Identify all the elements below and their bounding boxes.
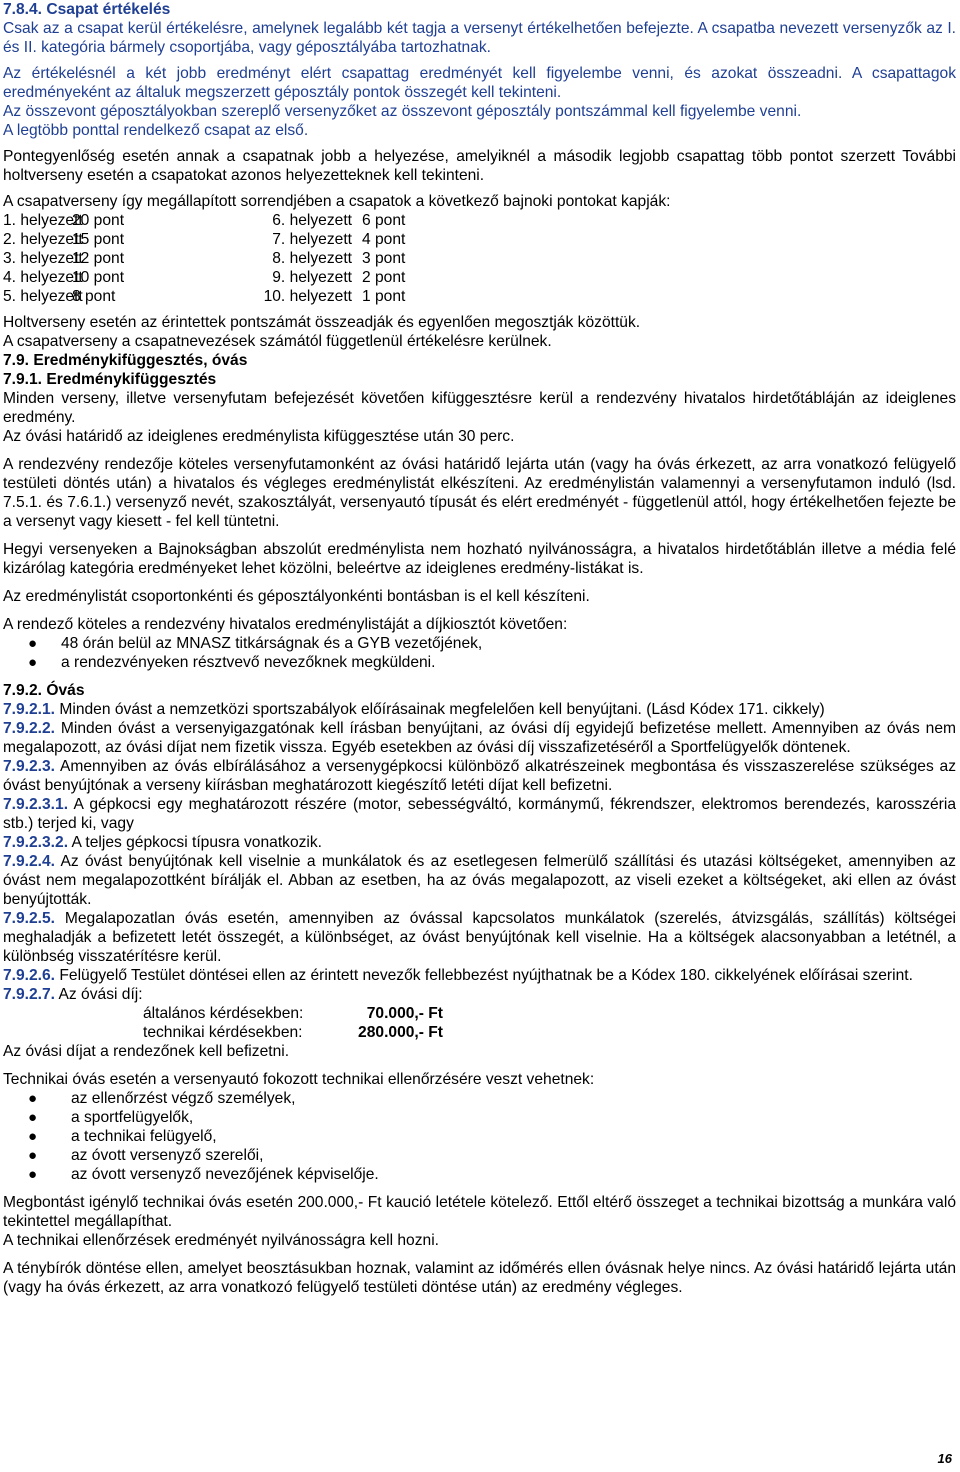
paragraph: A csapatverseny így megállapított sorrendjében a csapatok a következő bajnoki pontokat kapják: — [3, 193, 671, 210]
points-value: 12 pont — [72, 250, 125, 267]
points-rank: 1. helyezett — [3, 212, 83, 229]
rule-item: 7.9.2.3. Amennyiben az óvás elbírálásához a versenygépkocsi különböző alkatrészeinek megbontása és visszaszerelése szükséges az óvást benyújtónak a verseny kiírásban meghatározott kiegészítő letéti díjat kell befizetni. — [3, 758, 956, 794]
points-value: 20 pont — [72, 212, 125, 229]
rule-item: 7.9.2.4. Az óvást benyújtónak kell viselnie a munkálatok és az esetlegesen felmerülő szállítási és utazási költségeket, amennyiben az óvást nem megalapozottként bírálják el. Abban az esetben, ha az óvás megalapozott, az viseli ezeket a költségeket, aki ellen az óvást benyújtották. — [3, 853, 956, 908]
paragraph: A rendezvény rendezője köteles versenyfutamonként az óvási határidő lejárta után (vagy ha óvás érkezett, az arra vonatkozó felügyelő testületi döntés után) a hivatalos és végleges eredménylistát elkészíteni. Az eredménylistán valamennyi a versenyfutamon induló (lsd. 7.5.1. és 7.6.1.) versenyző nevét, szakosztályát, versenyautó típusát és elért eredményét - függetlenül attól, hogy értékelhetően fejezte be a versenyt vagy kiesett - fel kell tüntetni. — [3, 456, 956, 530]
paragraph: Az óvási díjat a rendezőnek kell befizetni. — [3, 1043, 290, 1060]
paragraph: Az eredménylistát csoportonkénti és géposztályonkénti bontásban is el kell készíteni. — [3, 588, 590, 605]
rule-item: 7.9.2.1. Minden óvást a nemzetközi sportszabályok előírásainak megfelelően kell benyújtani. (Lásd Kódex 171. cikkely) — [3, 701, 825, 718]
rule-item: 7.9.2.2. Minden óvást a versenyigazgatónak kell írásban benyújtani, az óvási díj egyidejű befizetése mellett. Amennyiben az óvás nem megalapozott, az óvási díjat nem fizetik vissza. Egyéb esetekben az óvási díj visszafizetéséről a Sportfelügyelők döntenek. — [3, 720, 956, 756]
list-item: ● a sportfelügyelők, — [28, 1109, 194, 1126]
points-rank: 10. helyezett — [263, 288, 352, 305]
bullet-list — [3, 634, 956, 672]
points-value: 1 pont — [362, 288, 406, 305]
points-rank: 2. helyezett — [3, 231, 83, 248]
points-rank: 8. helyezett — [272, 250, 352, 267]
paragraph: Az értékelésnél a két jobb eredményt elért csapattag eredményét kell figyelembe venni, és azokat összeadni. A csapattagok eredményeként az általuk megszerzett géposztály pontok összegét kell tekinteni. — [3, 65, 956, 101]
points-value: 3 pont — [362, 250, 406, 267]
list-item: ● az óvott versenyző szerelői, — [28, 1147, 264, 1164]
points-rank: 5. helyezett — [3, 288, 83, 305]
rule-item: 7.9.2.7. Az óvási díj: — [3, 986, 143, 1003]
paragraph: A csapatverseny a csapatnevezések számától függetlenül értékelésre kerülnek. — [3, 333, 552, 350]
points-rank: 7. helyezett — [272, 231, 352, 248]
points-value: 10 pont — [72, 269, 125, 286]
paragraph: A rendező köteles a rendezvény hivatalos eredménylistáját a díjkiosztót követően: — [3, 616, 568, 633]
points-rank: 6. helyezett — [272, 212, 352, 229]
bullet-icon: ● — [28, 1090, 38, 1107]
paragraph: A legtöbb ponttal rendelkező csapat az első. — [3, 122, 309, 139]
points-table — [3, 211, 956, 306]
points-value: 2 pont — [362, 269, 406, 286]
bullet-list — [3, 1089, 956, 1184]
section-heading-792: 7.9.2. Óvás — [3, 682, 85, 699]
paragraph: Pontegyenlőség esetén annak a csapatnak jobb a helyezése, amelyiknél a második legjobb csapattag több pontot szerzett További holtverseny esetén a csapatokat azonos helyezetteknek kell tekinteni. — [3, 148, 956, 184]
fee-table — [3, 1004, 956, 1042]
paragraph: Megbontást igénylő technikai óvás esetén 200.000,- Ft kaució letétele kötelező. Ettől eltérő összeget a technikai bizottság a munkára való tekintettel megállapíthat. — [3, 1194, 956, 1230]
points-value: 8 pont — [72, 288, 116, 305]
section-heading-79: 7.9. Eredménykifüggesztés, óvás — [3, 352, 248, 369]
points-rank: 3. helyezett — [3, 250, 83, 267]
rule-item: 7.9.2.5. Megalapozatlan óvás esetén, amennyiben az óvással kapcsolatos munkálatok (szerelés, átvizsgálás, szállítás) költségei meghaladják a befizetett letét összegét, a különbséget, az óvást benyújtónak kell viselnie. Ha a költségek alacsonyabban a letétnél, a különbség visszatérítésre kerül. — [3, 910, 956, 965]
paragraph: A technikai ellenőrzések eredményét nyilvánosságra kell hozni. — [3, 1232, 440, 1249]
list-item: ● a rendezvényeken résztvevő nevezőknek megküldeni. — [28, 654, 436, 671]
paragraph: Technikai óvás esetén a versenyautó fokozott technikai ellenőrzésére veszt vehetnek: — [3, 1071, 595, 1088]
section-heading-791: 7.9.1. Eredménykifüggesztés — [3, 371, 217, 388]
paragraph: A ténybírók döntése ellen, amelyet beosztásukban hoznak, valamint az időmérés ellen óvásnak helye nincs. Az óvási határidő lejárta után (vagy ha óvás érkezett, az arra vonatkozó felügyelő testületi döntése után) az eredmény végleges. — [3, 1260, 956, 1296]
paragraph: Hegyi versenyeken a Bajnokságban abszolút eredménylista nem hozható nyilvánosságra, a hivatalos hirdetőtáblán illetve a média felé kizárólag kategória eredményeket lehet közölni, beleértve az ideiglenes eredmény-listákat is. — [3, 541, 956, 577]
bullet-icon: ● — [28, 1109, 38, 1126]
paragraph: Az összevont géposztályokban szereplő versenyzőket az összevont géposztály pontszámmal kell figyelembe venni. — [3, 103, 802, 120]
fee-label: általános kérdésekben: — [143, 1005, 304, 1022]
list-item: ● 48 órán belül az MNASZ titkárságnak és a GYB vezetőjének, — [28, 635, 483, 652]
fee-value: 280.000,- Ft — [358, 1024, 443, 1041]
points-value: 6 pont — [362, 212, 406, 229]
list-item: ● a technikai felügyelő, — [28, 1128, 217, 1145]
bullet-icon: ● — [28, 635, 38, 652]
list-item: ● az ellenőrzést végző személyek, — [28, 1090, 296, 1107]
paragraph: Holtverseny esetén az érintettek pontszámát összeadják és egyenlően megosztják közöttük. — [3, 314, 641, 331]
page-number: 16 — [937, 1451, 952, 1466]
bullet-icon: ● — [28, 1147, 38, 1164]
points-value: 4 pont — [362, 231, 406, 248]
fee-label: technikai kérdésekben: — [143, 1024, 303, 1041]
bullet-icon: ● — [28, 1128, 38, 1145]
points-rank: 9. helyezett — [272, 269, 352, 286]
rule-item: 7.9.2.6. Felügyelő Testület döntései ellen az érintett nevezők fellebbezést nyújthatnak be a Kódex 180. cikkelyének előírásai szerint. — [3, 967, 913, 984]
bullet-icon: ● — [28, 654, 38, 671]
bullet-icon: ● — [28, 1166, 38, 1183]
fee-value: 70.000,- Ft — [366, 1005, 443, 1022]
rule-item: 7.9.2.3.2. A teljes gépkocsi típusra vonatkozik. — [3, 834, 323, 851]
rule-item: 7.9.2.3.1. A gépkocsi egy meghatározott részére (motor, sebességváltó, kormánymű, fékrendszer, elektromos berendezés, karosszéria stb.) terjed ki, vagy — [3, 796, 956, 832]
paragraph: Minden verseny, illetve versenyfutam befejezését követően kifüggesztésre kerül a rendezvény hivatalos hirdetőtábláján az ideiglenes eredmény. — [3, 390, 956, 426]
paragraph: Csak az a csapat kerül értékelésre, amelynek legalább két tagja a versenyt értékelhetően befejezte. A csapatba nevezett versenyzők az I. és II. kategória bármely csoportjába, vagy géposztályába tartozhatnak. — [3, 20, 956, 56]
section-heading-784: 7.8.4. Csapat értékelés — [3, 1, 171, 18]
paragraph: Az óvási határidő az ideiglenes eredménylista kifüggesztése után 30 perc. — [3, 428, 515, 445]
points-rank: 4. helyezett — [3, 269, 83, 286]
list-item: ● az óvott versenyző nevezőjének képviselője. — [28, 1166, 379, 1183]
points-value: 15 pont — [72, 231, 125, 248]
